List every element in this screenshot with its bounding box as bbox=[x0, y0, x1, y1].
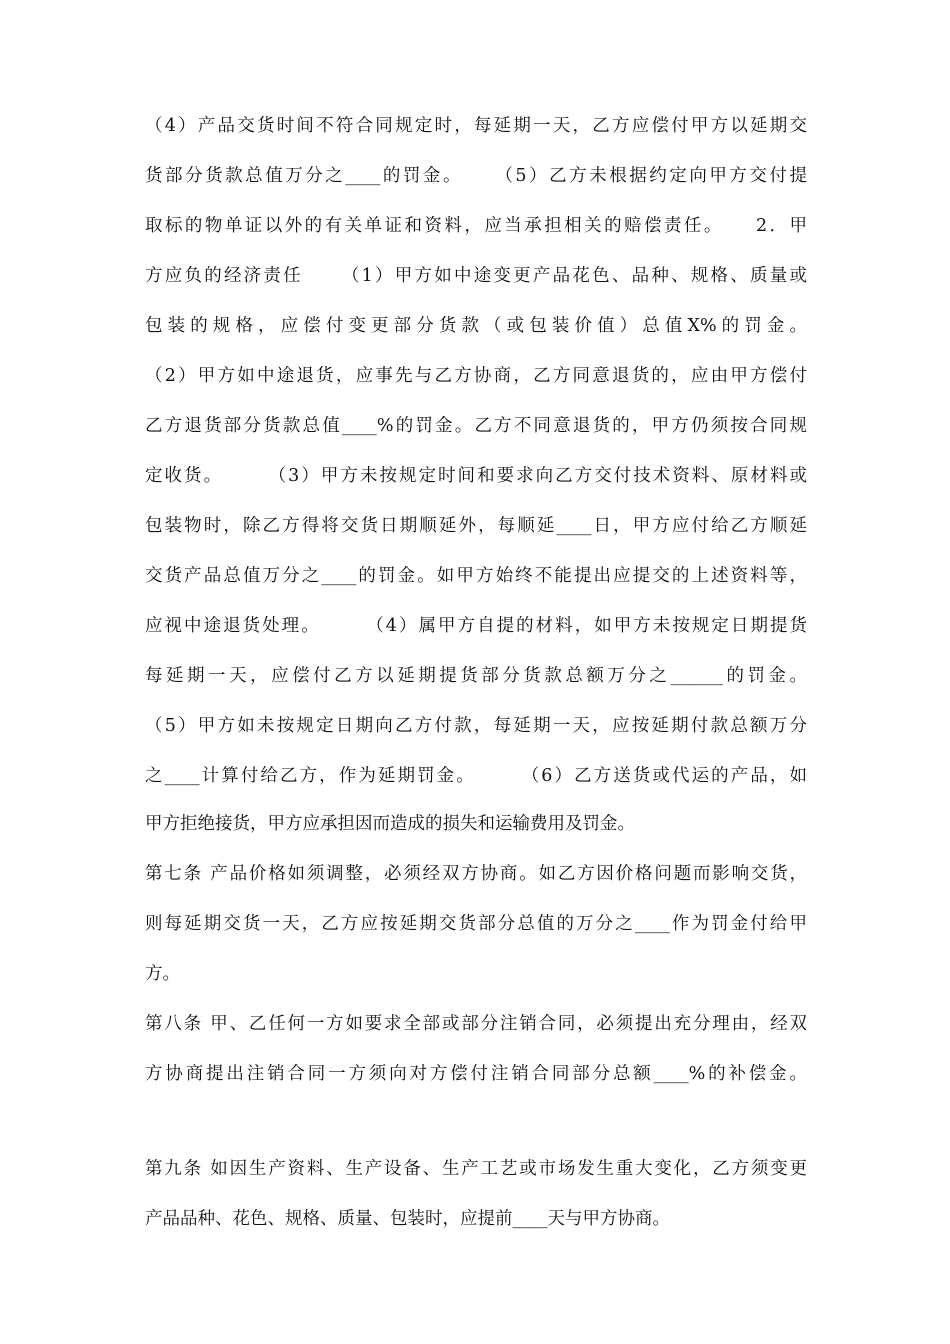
text-line: （5）甲方如未按规定日期向乙方付款，每延期一天，应按延期付款总额万分 bbox=[145, 716, 807, 736]
text-line: 方应负的经济责任 （1）甲方如中途变更产品花色、品种、规格、质量或 bbox=[145, 266, 807, 286]
text-line: 产品品种、花色、规格、质量、包装时，应提前____天与甲方协商。 bbox=[145, 1209, 670, 1229]
text-line: 甲方拒绝接货，甲方应承担因而造成的损失和运输费用及罚金。 bbox=[145, 814, 635, 834]
article-9-line: 第九条 如因生产资料、生产设备、生产工艺或市场发生重大变化，乙方须变更 bbox=[145, 1159, 807, 1179]
article-7-line: 第七条 产品价格如须调整，必须经双方协商。如乙方因价格问题而影响交货， bbox=[145, 864, 807, 884]
text-line: 每延期一天，应偿付乙方以延期提货部分货款总额万分之______的罚金。 bbox=[145, 666, 807, 686]
article-8-line: 第八条 甲、乙任何一方如要求全部或部分注销合同，必须提出充分理由，经双 bbox=[145, 1014, 807, 1034]
text-line: 方。 bbox=[145, 964, 180, 984]
text-line: 则每延期交货一天，乙方应按延期交货部分总值的万分之____作为罚金付给甲 bbox=[145, 914, 807, 934]
text-line: （4）产品交货时间不符合同规定时，每延期一天，乙方应偿付甲方以延期交 bbox=[145, 116, 807, 136]
text-line: 包装物时，除乙方得将交货日期顺延外，每顺延____日，甲方应付给乙方顺延 bbox=[145, 516, 807, 536]
text-line: 取标的物单证以外的有关单证和资料，应当承担相关的赔偿责任。 2．甲 bbox=[145, 216, 807, 236]
text-line: 应视中途退货处理。 （4）属甲方自提的材料，如甲方未按规定日期提货 bbox=[145, 616, 807, 636]
text-line: （2）甲方如中途退货，应事先与乙方协商，乙方同意退货的，应由甲方偿付 bbox=[145, 366, 807, 386]
text-line: 货部分货款总值万分之____的罚金。 （5）乙方未根据约定向甲方交付提 bbox=[145, 166, 807, 186]
text-line: 之____计算付给乙方，作为延期罚金。 （6）乙方送货或代运的产品，如 bbox=[145, 766, 807, 786]
text-line: 方协商提出注销合同一方须向对方偿付注销合同部分总额____%的补偿金。 bbox=[145, 1064, 807, 1084]
text-line: 乙方退货部分货款总值____%的罚金。乙方不同意退货的，甲方仍须按合同规 bbox=[145, 416, 807, 436]
text-line: 包装的规格，应偿付变更部分货款（或包装价值）总值X%的罚金。 bbox=[145, 316, 807, 336]
text-line: 定收货。 （3）甲方未按规定时间和要求向乙方交付技术资料、原材料或 bbox=[145, 466, 807, 486]
text-line: 交货产品总值万分之____的罚金。如甲方始终不能提出应提交的上述资料等， bbox=[145, 566, 807, 586]
